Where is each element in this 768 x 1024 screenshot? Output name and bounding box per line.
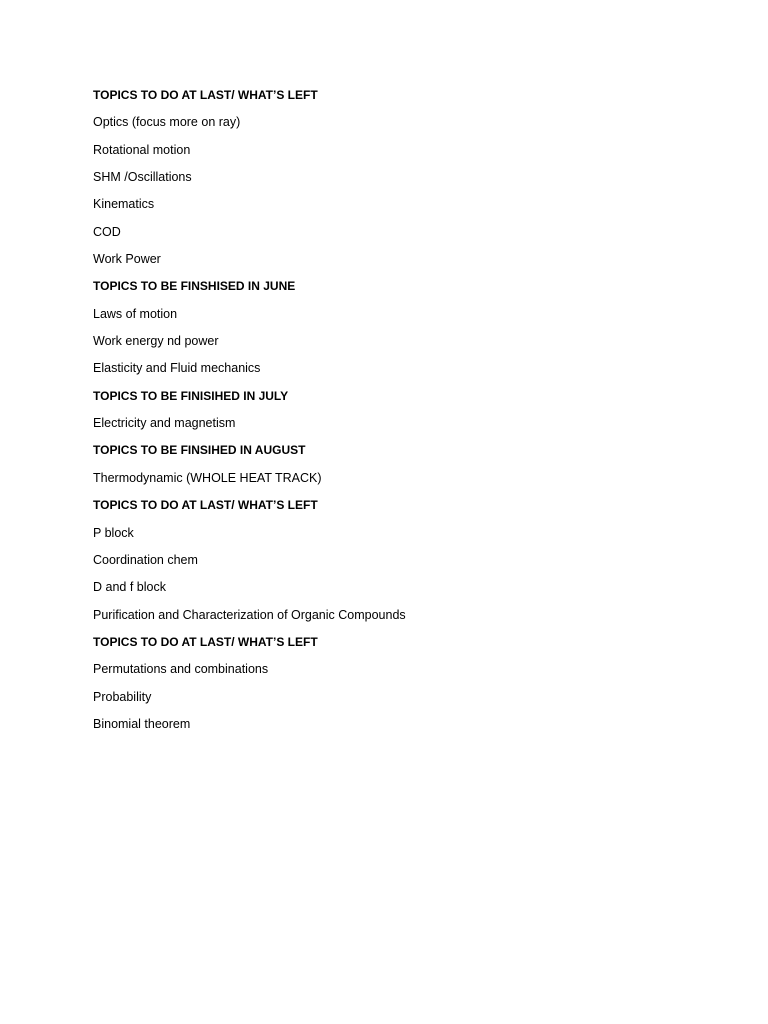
section-heading: TOPICS TO BE FINSIHED IN AUGUST (93, 443, 306, 458)
topic-item: SHM /Oscillations (93, 170, 192, 185)
section-heading: TOPICS TO BE FINSHISED IN JUNE (93, 279, 296, 294)
section-heading: TOPICS TO DO AT LAST/ WHAT’S LEFT (93, 634, 318, 649)
topic-item: Kinematics (93, 197, 155, 212)
section-heading: TOPICS TO BE FINISIHED IN JULY (93, 388, 289, 403)
section-heading: TOPICS TO DO AT LAST/ WHAT’S LEFT (93, 498, 318, 513)
topic-item: Binomial theorem (93, 716, 191, 731)
topic-item: Optics (focus more on ray) (93, 115, 241, 130)
document-body (93, 87, 713, 743)
topic-item: Permutations and combinations (93, 662, 269, 677)
topic-item: Rotational motion (93, 142, 191, 157)
topic-item: Laws of motion (93, 306, 178, 321)
section-heading: TOPICS TO DO AT LAST/ WHAT’S LEFT (93, 88, 318, 102)
topic-item: Purification and Characterization of Organic Compounds (93, 607, 406, 622)
topic-item: Elasticity and Fluid mechanics (93, 361, 261, 376)
topic-item: COD (93, 224, 121, 239)
topic-item: Thermodynamic (WHOLE HEAT TRACK) (93, 470, 322, 485)
topic-item: Probability (93, 689, 152, 704)
topic-item: P block (93, 525, 134, 540)
topic-item: Coordination chem (93, 552, 198, 567)
topic-item: Electricity and magnetism (93, 416, 236, 431)
topic-item: D and f block (93, 580, 166, 595)
topic-item: Work energy nd power (93, 334, 219, 349)
topic-item: Work Power (93, 252, 161, 267)
